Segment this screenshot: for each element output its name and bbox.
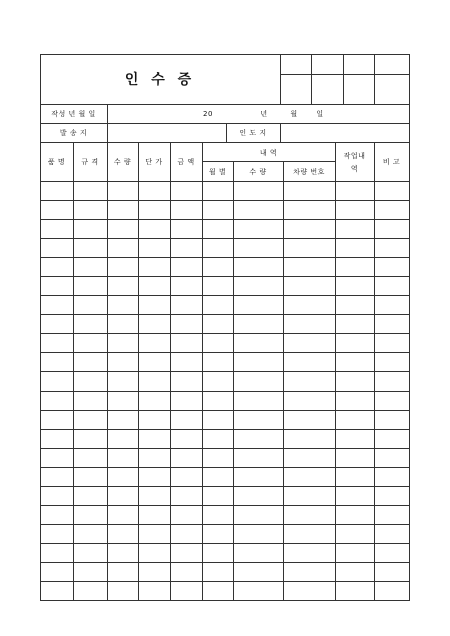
col-work-line2: 역 (350, 164, 359, 173)
col-detail-qty: 수 량 (249, 167, 267, 176)
date-month: 월 (290, 110, 298, 118)
table-row-line (40, 448, 410, 449)
row-line (40, 123, 410, 124)
column-line (233, 161, 234, 601)
date-year: 년 (260, 110, 268, 118)
form-border (40, 600, 410, 601)
table-row-line (40, 505, 410, 506)
col-amount: 금 액 (177, 158, 195, 166)
col-spec: 규 격 (81, 158, 99, 166)
approval-box-line (343, 54, 344, 105)
col-details: 내 역 (259, 148, 278, 157)
approval-box-line (374, 54, 375, 105)
receipt-form (40, 54, 409, 600)
date-day: 일 (316, 110, 324, 118)
approval-box-line (280, 74, 410, 75)
table-row-line (40, 524, 410, 525)
table-row-line (40, 371, 410, 372)
form-title: 인 수 증 (124, 72, 196, 88)
col-detail-vehicle: 차량 번호 (293, 167, 325, 176)
col-qty: 수 량 (113, 158, 132, 166)
table-row-line (40, 429, 410, 430)
col-detail-date: 월 별 (208, 167, 227, 176)
approval-box-line (311, 54, 312, 105)
row-line (40, 181, 410, 182)
field-divider (226, 123, 227, 143)
row-line (40, 104, 410, 105)
form-border (40, 54, 410, 55)
form-border (40, 54, 41, 601)
delivery-label: 인 도 지 (239, 129, 267, 137)
table-row-line (40, 257, 410, 258)
table-row-line (40, 238, 410, 239)
table-row-line (40, 200, 410, 201)
table-row-line (40, 562, 410, 563)
table-row-line (40, 219, 410, 220)
approval-box-line (280, 54, 281, 105)
table-row-line (40, 467, 410, 468)
table-row-line (40, 276, 410, 277)
col-work-line1: 작업내 (343, 151, 366, 160)
row-line (202, 161, 336, 162)
table-row-line (40, 486, 410, 487)
table-row-line (40, 352, 410, 353)
field-divider (280, 123, 281, 143)
row-line (40, 142, 410, 143)
date-year-prefix: 20 (203, 110, 213, 118)
table-row-line (40, 581, 410, 582)
col-unit-price: 단 가 (145, 158, 163, 166)
table-row-line (40, 333, 410, 334)
table-row-line (40, 410, 410, 411)
column-line (283, 161, 284, 601)
table-row-line (40, 295, 410, 296)
field-divider (107, 104, 108, 143)
col-item: 품 명 (47, 158, 66, 166)
table-row-line (40, 543, 410, 544)
table-row-line (40, 391, 410, 392)
table-row-line (40, 314, 410, 315)
form-border (409, 54, 410, 601)
date-label: 작성 년 월 일 (51, 110, 96, 118)
col-note: 비 고 (382, 158, 401, 166)
origin-label: 발 송 지 (59, 129, 88, 137)
